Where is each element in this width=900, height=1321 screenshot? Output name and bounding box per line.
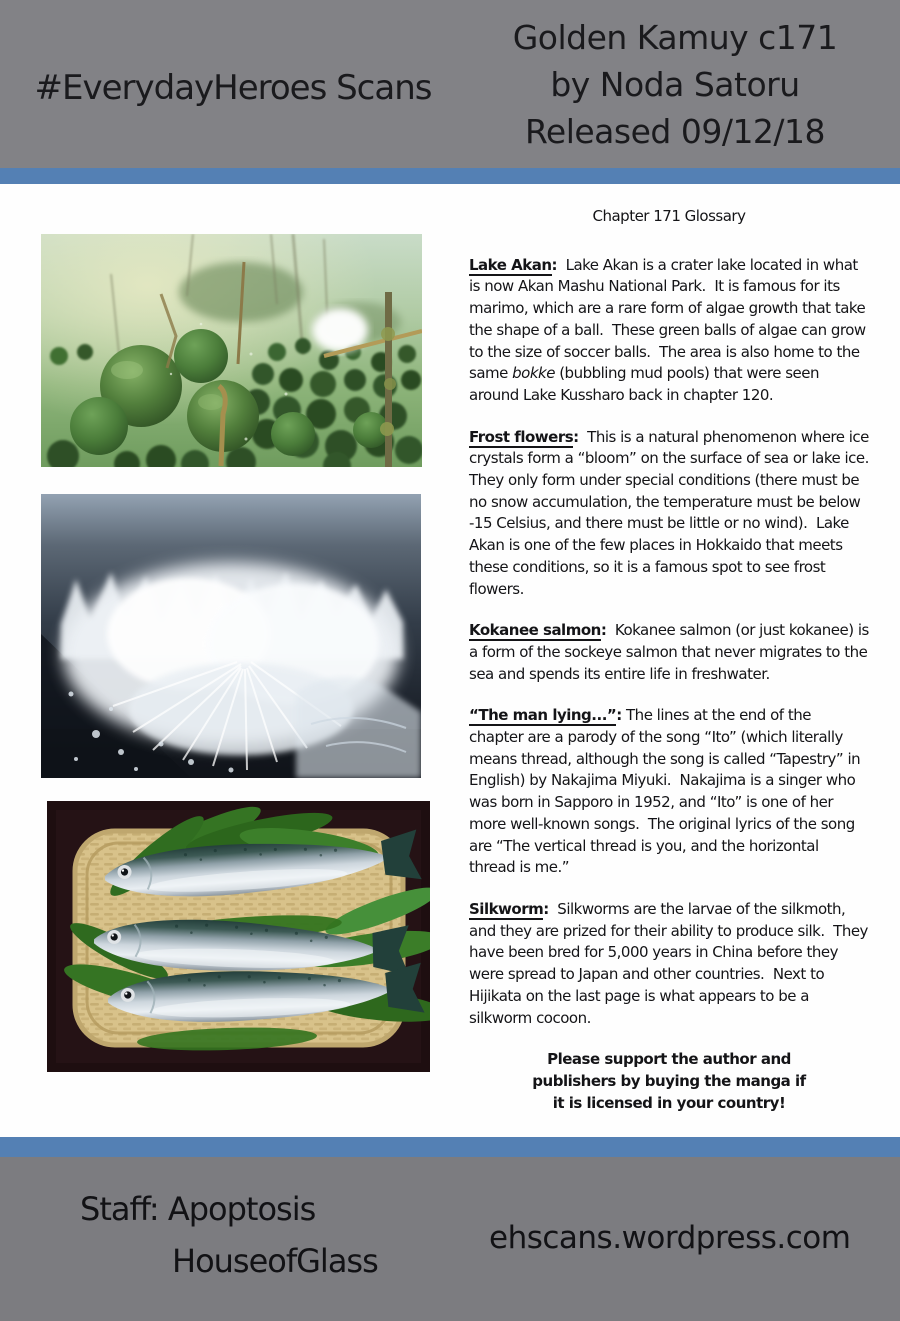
glossary-entry: Frost flowers: This is a natural phenomenon where ice crystals form a “bloom” on the surface of sea or lake ice. They only form under special conditions (there must be no snow accumulation, the temperature must be below -15 Celsius, and there must be little or no wind). Lake Akan is one of the few places in Hokkaido that meets these conditions, so it is a famous spot to see frost flowers. [469,427,878,598]
frost-illustration [41,494,421,778]
release-info [470,14,880,155]
glossary-term: Frost flowers [469,427,574,446]
top-blue-stripe [0,168,900,184]
bottom-blue-stripe [0,1137,900,1157]
kokanee-basket-photo [47,801,430,1072]
glossary-term: “The man lying...” [469,706,617,725]
glossary-term: Silkworm [469,899,544,918]
glossary-entry: Kokanee salmon: Kokanee salmon (or just kokanee) is a form of the sockeye salmon that never migrates to the sea and spends its entire life in freshwater. [469,621,874,683]
scan-group-name: #EverydayHeroes Scans [34,68,432,108]
glossary-term: Kokanee salmon [469,621,601,640]
glossary-entry: Silkworm: Silkworms are the larvae of the silkmoth, and they are prized for their ability to produce silk. They have been bred for 5,000 years in China before they were spread to Japan and other countries. Next to Hijikata on the last page is what appears to be a silkworm cocoon. [469,899,873,1027]
glossary-entry: “The man lying...”: The lines at the end of the chapter are a parody of the song “Ito” (which literally means thread, although the song is called “Tapestry” in English) by Nakajima Miyuki. Nakajima is a singer who was born in Sapporo in 1952, and “Ito” is one of her more well-known songs. The original lyrics of the song are “The vertical thread is you, and the horizontal thread is me.” [469,706,865,877]
glossary-term: Lake Akan [469,255,552,274]
website-url: ehscans.wordpress.com [489,1220,851,1256]
marimo-illustration [41,234,422,467]
marimo-lake-photo [41,234,422,467]
manga-title: Golden Kamuy c171 [512,18,838,57]
manga-author: by Noda Satoru [550,65,800,104]
staff-credit-line2: HouseofGlass [172,1242,378,1280]
glossary-column [469,206,878,1114]
release-date: Released 09/12/18 [524,112,826,151]
staff-credit-line1: Staff: Apoptosis [80,1190,316,1228]
glossary-entry: Lake Akan: Lake Akan is a crater lake located in what is now Akan Mashu National Park. It is famous for its marimo, which are a rare form of algae growth that take the shape of a ball. These green balls of algae can grow to the size of soccer balls. The area is also home to the same bokke (bubbling mud pools) that were seen around Lake Kussharo back in chapter 120. [469,255,870,404]
fish-illustration [47,801,430,1072]
glossary-entries [469,255,878,1030]
frost-flowers-photo [41,494,421,778]
support-note: Please support the author and publishers by buying the manga if it is licensed in your country! [532,1050,806,1112]
glossary-title: Chapter 171 Glossary [592,207,746,225]
